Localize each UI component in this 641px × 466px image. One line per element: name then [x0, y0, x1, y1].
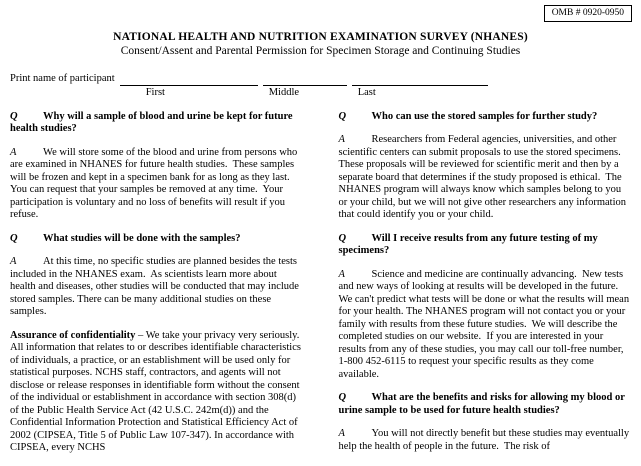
- question-what-studies: [10, 233, 303, 245]
- question-text: Who can use the stored samples for further study?: [371, 111, 598, 122]
- left-column: [10, 111, 303, 466]
- confidentiality-text: – We take your privacy very seriously. All information that relates to or describes identifiable characteristics of individuals, a practice, or an establishment will be used only for statistical purposes. NCHS staff, contractors, and agents will not disclose or release responses in identifiable form without the consent of the individual or establishment in accordance with section 308(d) of the Public Health Service Act (42 U.S.C. 242m(d)) and the Confidential Information Protection and Statistical Efficiency Act of 2002 (CIPSEA, Title 5 of Public Law 107-347). In accordance with CIPSEA, every NCHS: [10, 329, 304, 454]
- question-who-can-use: [339, 111, 632, 123]
- first-name-line[interactable]: [120, 72, 258, 86]
- q-letter: Q: [338, 392, 347, 404]
- q-letter: Q: [10, 111, 18, 122]
- middle-name-label: Middle: [268, 87, 300, 98]
- question-benefits-risks: [339, 392, 632, 417]
- question-text: Why will a sample of blood and urine be kept for future health studies?: [10, 111, 296, 135]
- answer-text: We will store some of the blood and urine from persons who are examined in NHANES for future health studies. These samples will be frozen and kept in a specimen bank for as long as they last. You can request that your samples be removed at any time. Your participation is voluntary and no loss of benefits will result if you refuse.: [10, 146, 300, 221]
- last-name-line[interactable]: [352, 72, 488, 86]
- middle-name-field: [263, 72, 347, 98]
- q-letter: Q: [10, 232, 18, 244]
- a-letter: A: [338, 134, 345, 146]
- confidentiality-heading: Assurance of confidentiality: [10, 329, 136, 341]
- form-title: NATIONAL HEALTH AND NUTRITION EXAMINATION SURVEY (NHANES): [113, 31, 528, 43]
- first-name-label: First: [145, 87, 165, 98]
- omb-number-box: OMB # 0920-0950: [544, 5, 632, 22]
- question-receive-results: [339, 233, 632, 258]
- question-text: What studies will be done with the samples?: [43, 232, 241, 244]
- a-letter: A: [10, 146, 17, 158]
- answer-receive-results: [339, 269, 632, 381]
- form-subtitle: Consent/Assent and Parental Permission for Specimen Storage and Continuing Studies: [120, 45, 521, 57]
- answer-why-samples-kept: [10, 147, 303, 222]
- middle-name-line[interactable]: [263, 72, 347, 86]
- question-why-samples-kept: [10, 111, 303, 136]
- a-letter: A: [338, 428, 345, 440]
- answer-benefits-risks: [339, 428, 632, 453]
- assurance-of-confidentiality-paragraph: [10, 330, 303, 455]
- right-column: [339, 111, 632, 466]
- a-letter: A: [338, 268, 345, 280]
- question-text: What are the benefits and risks for allowing my blood or urine sample to be used for future health studies?: [338, 392, 628, 416]
- first-name-field: [120, 72, 258, 98]
- print-name-label: Print name of participant: [10, 73, 115, 84]
- q-letter: Q: [338, 232, 347, 244]
- answer-text: Science and medicine are continually advancing. New tests and new ways of looking at results will be developed in the future. We can't predict what tests will be done or what the results will mean for your health. The NHANES program will not contact you or your family with results from these future studies. We will describe the completed studies on our website. If you are interested in your results from any of these studies, you may call our toll-free number, 1-800 452-6115 to request your specific results as they come available.: [338, 268, 632, 380]
- answer-what-studies: [10, 256, 303, 318]
- last-name-label: Last: [357, 87, 376, 98]
- q-letter: Q: [338, 111, 347, 122]
- answer-text: At this time, no specific studies are planned besides the tests included in the NHANES exam. As scientists learn more about health and diseases, other studies will be conducted that may include stored samples. There can be many additional studies on these samples.: [10, 256, 302, 318]
- question-text: Will I receive results from any future testing of my specimens?: [338, 232, 601, 257]
- answer-text: You will not directly benefit but these studies may eventually help the health of people in the future. The risk of: [338, 428, 632, 452]
- last-name-field: [352, 72, 488, 98]
- two-column-body: [10, 111, 631, 466]
- a-letter: A: [10, 256, 17, 268]
- answer-text: Researchers from Federal agencies, universities, and other scientific centers can submit proposals to use the stored specimens. These proposals will be reviewed for scientific merit and then by a separate board that determines if the study proposed is ethical. The NHANES program will always know which samples belong to you or your child, but we will not give other researchers any information that could identify you or your child.: [338, 134, 629, 221]
- answer-who-can-use: [339, 134, 632, 221]
- participant-name-row: [10, 72, 631, 98]
